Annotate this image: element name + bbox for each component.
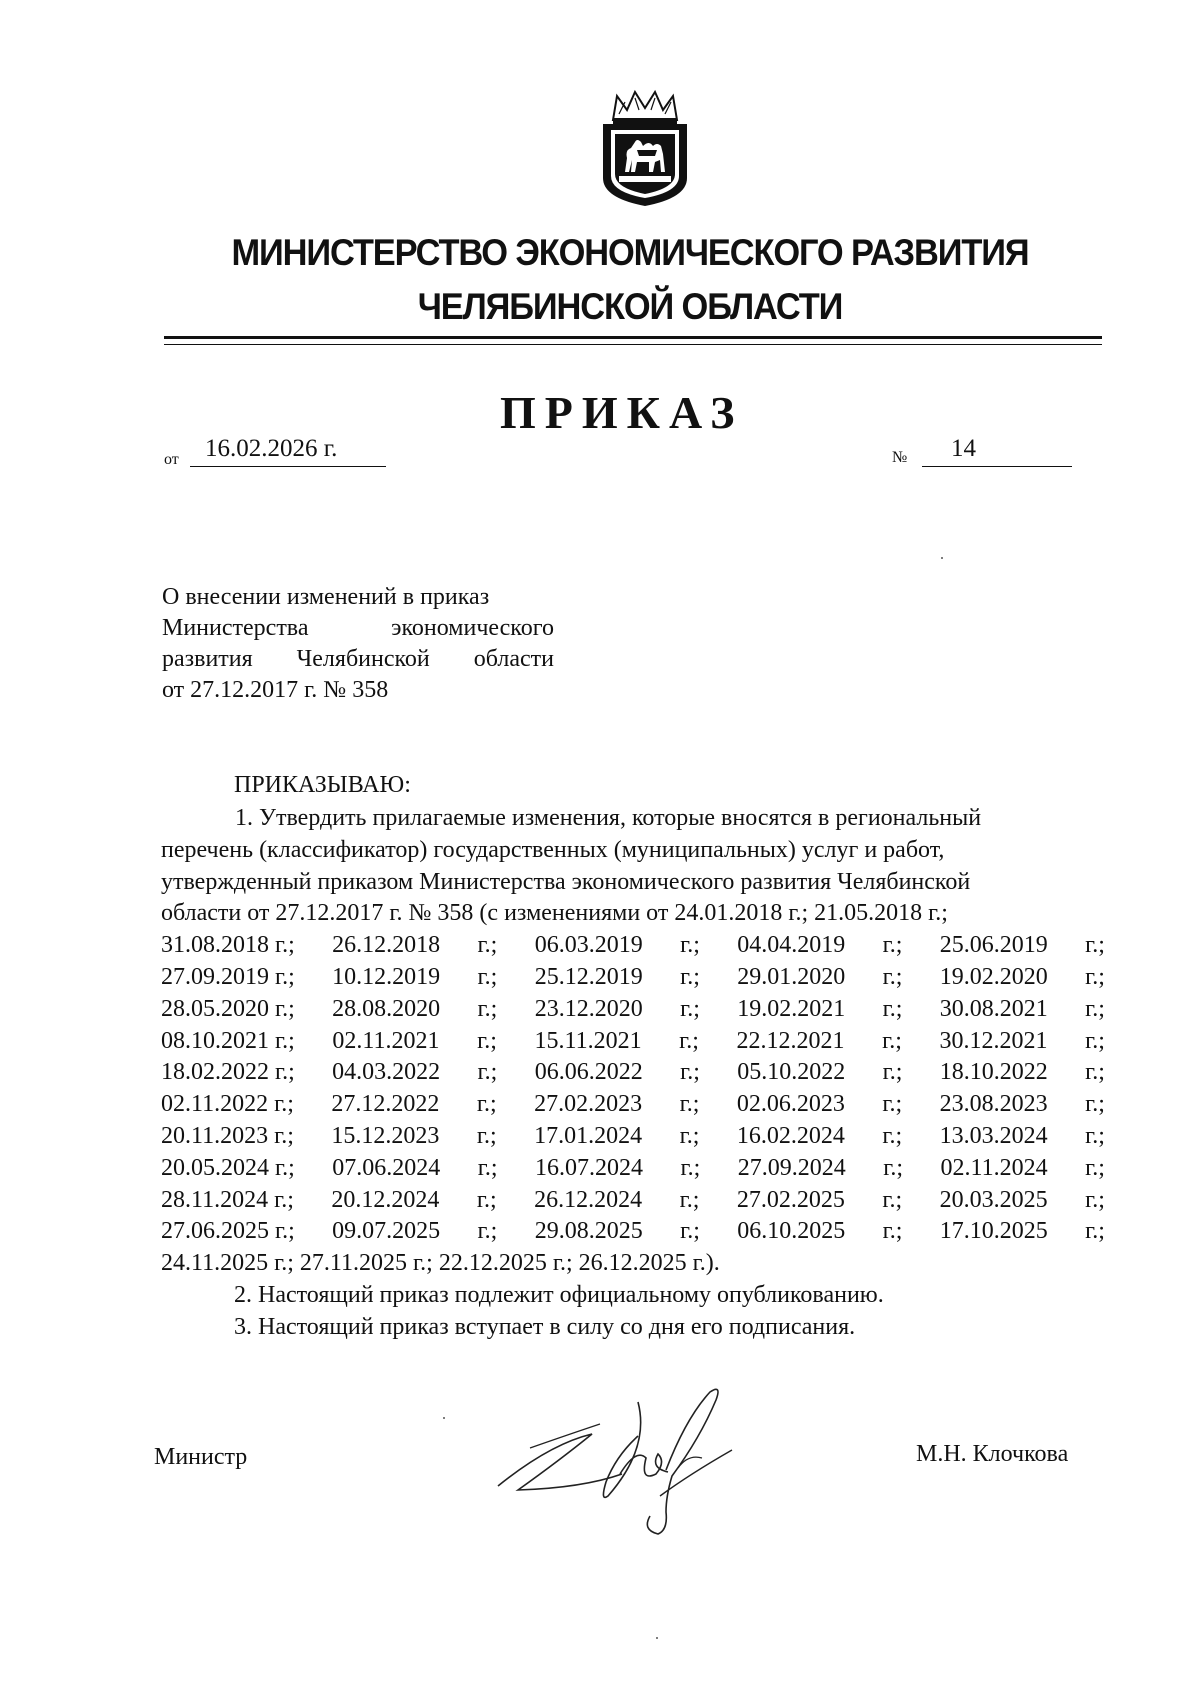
date-cell: г.; — [477, 963, 498, 990]
coat-of-arms-icon — [595, 86, 695, 208]
number-label: № — [892, 449, 908, 466]
ministry-name-line1: МИНИСТЕРСТВО ЭКОНОМИЧЕСКОГО РАЗВИТИЯ — [231, 232, 1029, 273]
date-cell: 20.03.2025 — [939, 1186, 1048, 1213]
date-cell: г.; — [477, 1059, 498, 1086]
date-cell: 20.11.2023 г.; — [161, 1122, 294, 1149]
date-cell: г.; — [882, 1186, 903, 1213]
date-row — [161, 1089, 1105, 1121]
date-cell: 04.03.2022 — [332, 1059, 441, 1086]
date-cell: 17.01.2024 — [534, 1122, 643, 1149]
date-row — [161, 1216, 1105, 1248]
signer-name: М.Н. Клочкова — [916, 1441, 1069, 1467]
date-cell: 19.02.2021 — [737, 995, 846, 1022]
date-cell: г.; — [477, 1027, 497, 1054]
date-cell: г.; — [1085, 1218, 1105, 1245]
date-cell: г.; — [680, 995, 700, 1022]
date-cell: г.; — [882, 1059, 903, 1086]
body-line: области от 27.12.2017 г. № 358 (с изменениями от 24.01.2018 г.; 21.05.2018 г.; — [161, 900, 948, 927]
date-cell: г.; — [1085, 1059, 1105, 1086]
date-cell: 07.06.2024 — [332, 1154, 441, 1181]
date-cell: г.; — [477, 1218, 498, 1245]
date-cell: 20.12.2024 — [331, 1186, 440, 1213]
date-cell: 18.02.2022 г.; — [161, 1059, 295, 1086]
date-cell: г.; — [476, 1091, 497, 1118]
date-cell: 27.12.2022 — [331, 1091, 440, 1118]
date-cell: 16.02.2024 — [736, 1122, 845, 1149]
date-cell: г.; — [680, 963, 700, 990]
date-cell: 28.05.2020 г.; — [161, 995, 295, 1022]
date-cell: 31.08.2018 г.; — [161, 932, 295, 959]
date-cell: 27.02.2025 — [736, 1186, 845, 1213]
date-cell: г.; — [1085, 1154, 1105, 1181]
date-cell: г.; — [680, 1059, 700, 1086]
date-cell: 23.08.2023 — [939, 1091, 1048, 1118]
date-cell: г.; — [679, 1091, 700, 1118]
body-line: утвержденный приказом Министерства экономического развития Челябинской — [161, 868, 971, 895]
date-cell: 27.09.2019 г.; — [161, 963, 295, 990]
date-cell: г.; — [680, 1218, 700, 1245]
date-cell: 29.08.2025 — [534, 1218, 643, 1245]
header-divider-thick — [164, 336, 1102, 339]
date-cell: 06.03.2019 — [534, 932, 643, 959]
date-cell: 09.07.2025 — [332, 1218, 441, 1245]
amendment-dates — [161, 930, 1105, 1248]
date-cell: г.; — [477, 932, 498, 959]
date-cell: 04.04.2019 — [737, 932, 846, 959]
order-word: ПРИКАЗЫВАЮ: — [234, 772, 411, 798]
document-title: ПРИКАЗ — [500, 387, 744, 438]
document-body — [161, 803, 1105, 1344]
date-cell: 02.06.2023 — [736, 1091, 845, 1118]
date-cell: 02.11.2024 — [940, 1154, 1048, 1181]
subject-line: Министерства экономического — [162, 615, 554, 641]
date-cell: 13.03.2024 — [939, 1122, 1048, 1149]
date-cell: 20.05.2024 г.; — [161, 1154, 295, 1181]
scan-speck — [656, 1637, 658, 1639]
date-cell: 15.12.2023 — [331, 1122, 440, 1149]
date-row — [161, 1121, 1105, 1153]
date-cell: 28.11.2024 г.; — [161, 1186, 294, 1213]
date-row — [161, 1153, 1105, 1185]
number-underline — [922, 466, 1072, 467]
date-cell: г.; — [882, 995, 903, 1022]
date-cell: г.; — [476, 1122, 497, 1149]
date-cell: 18.10.2022 — [939, 1059, 1048, 1086]
date-cell: г.; — [882, 932, 903, 959]
date-row — [161, 962, 1105, 994]
date-cell: г.; — [679, 1027, 699, 1054]
date-row — [161, 1185, 1105, 1217]
date-cell: г.; — [477, 995, 498, 1022]
date-cell: 19.02.2020 — [939, 963, 1048, 990]
date-cell: 27.09.2024 — [737, 1154, 846, 1181]
date-cell: 15.11.2021 — [534, 1027, 642, 1054]
date-cell: г.; — [1085, 1091, 1105, 1118]
date-cell: 23.12.2020 — [534, 995, 643, 1022]
date-row — [161, 1057, 1105, 1089]
subject-line: от 27.12.2017 г. № 358 — [162, 677, 389, 703]
body-line: 1. Утвердить прилагаемые изменения, которые вносятся в региональный — [235, 805, 982, 831]
date-cell: 26.12.2018 — [332, 932, 441, 959]
date-cell: 06.06.2022 — [534, 1059, 643, 1086]
date-cell: г.; — [1085, 995, 1105, 1022]
date-cell: 02.11.2021 — [332, 1027, 440, 1054]
date-cell: г.; — [680, 932, 700, 959]
date-cell: г.; — [1085, 1186, 1105, 1213]
date-row — [161, 930, 1105, 962]
date-label: от — [164, 451, 179, 468]
date-cell: 27.06.2025 г.; — [161, 1218, 295, 1245]
date-cell: г.; — [477, 1154, 498, 1181]
document-number: 14 — [951, 435, 976, 462]
body-line: 24.11.2025 г.; 27.11.2025 г.; 22.12.2025 г.; 26.12.2025 г.). — [161, 1250, 720, 1277]
date-cell: г.; — [883, 1154, 904, 1181]
scan-speck — [941, 557, 943, 559]
date-cell: г.; — [882, 1091, 903, 1118]
document-subject — [162, 582, 554, 706]
date-row — [161, 994, 1105, 1026]
date-row — [161, 1026, 1105, 1058]
date-cell: 16.07.2024 — [535, 1154, 644, 1181]
date-cell: 10.12.2019 — [332, 963, 441, 990]
signer-title: Министр — [154, 1444, 248, 1470]
ministry-name-line2: ЧЕЛЯБИНСКОЙ ОБЛАСТИ — [417, 286, 843, 327]
date-cell: 06.10.2025 — [737, 1218, 846, 1245]
date-cell: 02.11.2022 г.; — [161, 1091, 294, 1118]
date-underline — [190, 466, 386, 467]
date-cell: 25.12.2019 — [534, 963, 643, 990]
document-date: 16.02.2026 г. — [205, 435, 338, 462]
date-cell: 27.02.2023 — [534, 1091, 643, 1118]
date-cell: 22.12.2021 — [736, 1027, 845, 1054]
date-cell: г.; — [1085, 963, 1105, 990]
date-cell: 05.10.2022 — [737, 1059, 846, 1086]
date-cell: г.; — [1085, 1122, 1105, 1149]
date-cell: 17.10.2025 — [939, 1218, 1048, 1245]
paragraph-2: 2. Настоящий приказ подлежит официальному опубликованию. — [234, 1281, 884, 1308]
subject-line: развития Челябинской области — [162, 646, 554, 672]
date-cell: 28.08.2020 — [332, 995, 441, 1022]
date-cell: 25.06.2019 — [939, 932, 1048, 959]
date-cell: г.; — [1085, 1027, 1105, 1054]
date-cell: г.; — [679, 1122, 700, 1149]
date-cell: 30.12.2021 — [939, 1027, 1048, 1054]
date-cell: 26.12.2024 — [534, 1186, 643, 1213]
date-cell: г.; — [679, 1186, 700, 1213]
subject-line: О внесении изменений в приказ — [162, 584, 490, 610]
date-cell: 08.10.2021 г.; — [161, 1027, 295, 1054]
date-cell: 30.08.2021 — [939, 995, 1048, 1022]
handwritten-signature — [490, 1378, 780, 1558]
date-cell: г.; — [476, 1186, 497, 1213]
scan-speck — [443, 1417, 445, 1419]
body-line: перечень (классификатор) государственных (муниципальных) услуг и работ, — [161, 836, 945, 863]
paragraph-3: 3. Настоящий приказ вступает в силу со дня его подписания. — [234, 1313, 856, 1340]
date-cell: г.; — [882, 1122, 903, 1149]
date-cell: г.; — [680, 1154, 701, 1181]
date-cell: г.; — [882, 1027, 902, 1054]
date-cell: г.; — [882, 963, 903, 990]
date-cell: г.; — [882, 1218, 903, 1245]
header-divider-thin — [164, 344, 1102, 345]
date-cell: 29.01.2020 — [737, 963, 846, 990]
date-cell: г.; — [1085, 932, 1105, 959]
